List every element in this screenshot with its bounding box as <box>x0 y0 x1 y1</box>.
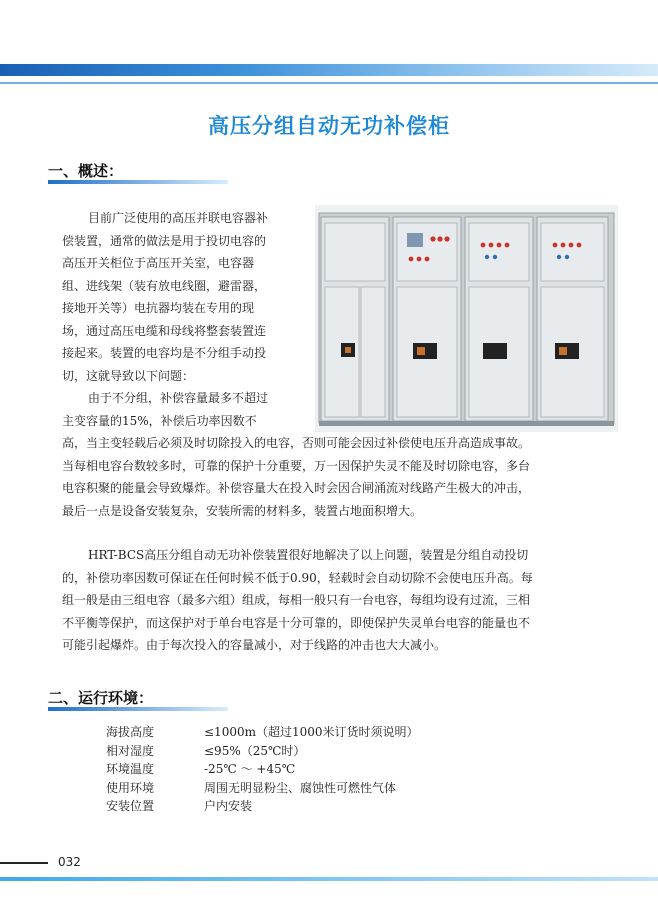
text-line: 由于不分组，补偿容量最多不超过 <box>88 391 269 405</box>
switchgear-cabinet-photo <box>315 205 618 432</box>
section-heading-environment: 二、运行环境： <box>48 689 154 707</box>
text-line: 主变容量的15%，补偿后功率因数不 <box>62 413 257 428</box>
environment-table <box>106 723 419 816</box>
env-value: 周围无明显粉尘、腐蚀性可燃性气体 <box>204 780 397 795</box>
text-line: 偿装置，通常的做法是用于投切电容的 <box>62 233 267 248</box>
section-underline <box>48 180 228 184</box>
env-key: 安装位置 <box>106 799 155 813</box>
env-key: 环境温度 <box>106 762 155 776</box>
env-key: 相对湿度 <box>106 743 155 758</box>
text-line: 组一般是由三组电容（最多六组）组成，每相一般只有一台电容，每组均设有过流，三相 <box>62 593 531 607</box>
text-line: 目前广泛使用的高压并联电容器补 <box>88 211 269 225</box>
section-underline <box>48 707 228 711</box>
text-line: 的，补偿功率因数可保证在任何时候不低于0.90，轻载时会自动切除不会使电压升高。每 <box>62 570 533 585</box>
table-row <box>106 779 419 798</box>
table-row <box>106 742 419 761</box>
overview-paragraph-3-cont <box>62 567 533 657</box>
text-line: 高，当主变轻载后必须及时切除投入的电容，否则可能会因过补偿使电压升高造成事故。 <box>62 436 531 450</box>
text-line: 接起来。装置的电容均是不分组手动投 <box>62 346 267 360</box>
table-row <box>106 723 419 742</box>
footer-rule <box>0 862 48 864</box>
overview-paragraph-2 <box>88 387 268 410</box>
env-value: ≤95%（25℃时） <box>204 743 306 758</box>
env-value: -25℃ ～ +45℃ <box>204 762 296 776</box>
header-rule <box>0 82 658 84</box>
text-line: 切，这就导致以下问题： <box>62 368 195 383</box>
env-value: ≤1000m（超过1000米订货时须说明） <box>204 725 419 739</box>
env-key: 使用环境 <box>106 780 155 795</box>
page-number: 032 <box>58 855 81 869</box>
text-line: 可能引起爆炸。由于每次投入的容量减小，对于线路的冲击也大大减小。 <box>62 638 447 652</box>
overview-paragraph-1 <box>88 207 268 230</box>
table-row <box>106 797 419 816</box>
text-line: 当每相电容台数较多时，可靠的保护十分重要，万一因保护失灵不能及时切除电容，多台 <box>62 458 531 473</box>
page-title: 高压分组自动无功补偿柜 <box>208 113 450 138</box>
overview-paragraph-1-cont <box>62 230 266 388</box>
text-line: 高压开关柜位于高压开关室，电容器 <box>62 256 255 270</box>
text-line: 电容积聚的能量会导致爆炸。补偿容量大在投入时会因合闸涌流对线路产生极大的冲击， <box>62 481 531 495</box>
text-line: HRT-BCS高压分组自动无功补偿装置很好地解决了以上问题，装置是分组自动投切 <box>88 548 529 562</box>
env-value: 户内安装 <box>204 799 253 813</box>
footer-band <box>0 877 658 881</box>
text-line: 组、进线架（装有放电线圈，避雷器， <box>62 278 267 293</box>
table-row <box>106 760 419 779</box>
section-heading-overview: 一、概述： <box>48 162 124 180</box>
text-line: 不平衡等保护，而这保护对于单台电容是十分可靠的，即使保护失灵单台电容的能量也不 <box>62 615 531 630</box>
env-key: 海拔高度 <box>106 725 155 739</box>
text-line: 接地开关等）电抗器均装在专用的现 <box>62 301 255 315</box>
overview-paragraph-3 <box>88 544 528 567</box>
header-band <box>0 64 658 76</box>
text-line: 最后一点是设备安装复杂，安装所需的材料多，装置占地面积增大。 <box>62 503 423 518</box>
text-line: 场，通过高压电缆和母线将整套装置连 <box>62 323 267 338</box>
